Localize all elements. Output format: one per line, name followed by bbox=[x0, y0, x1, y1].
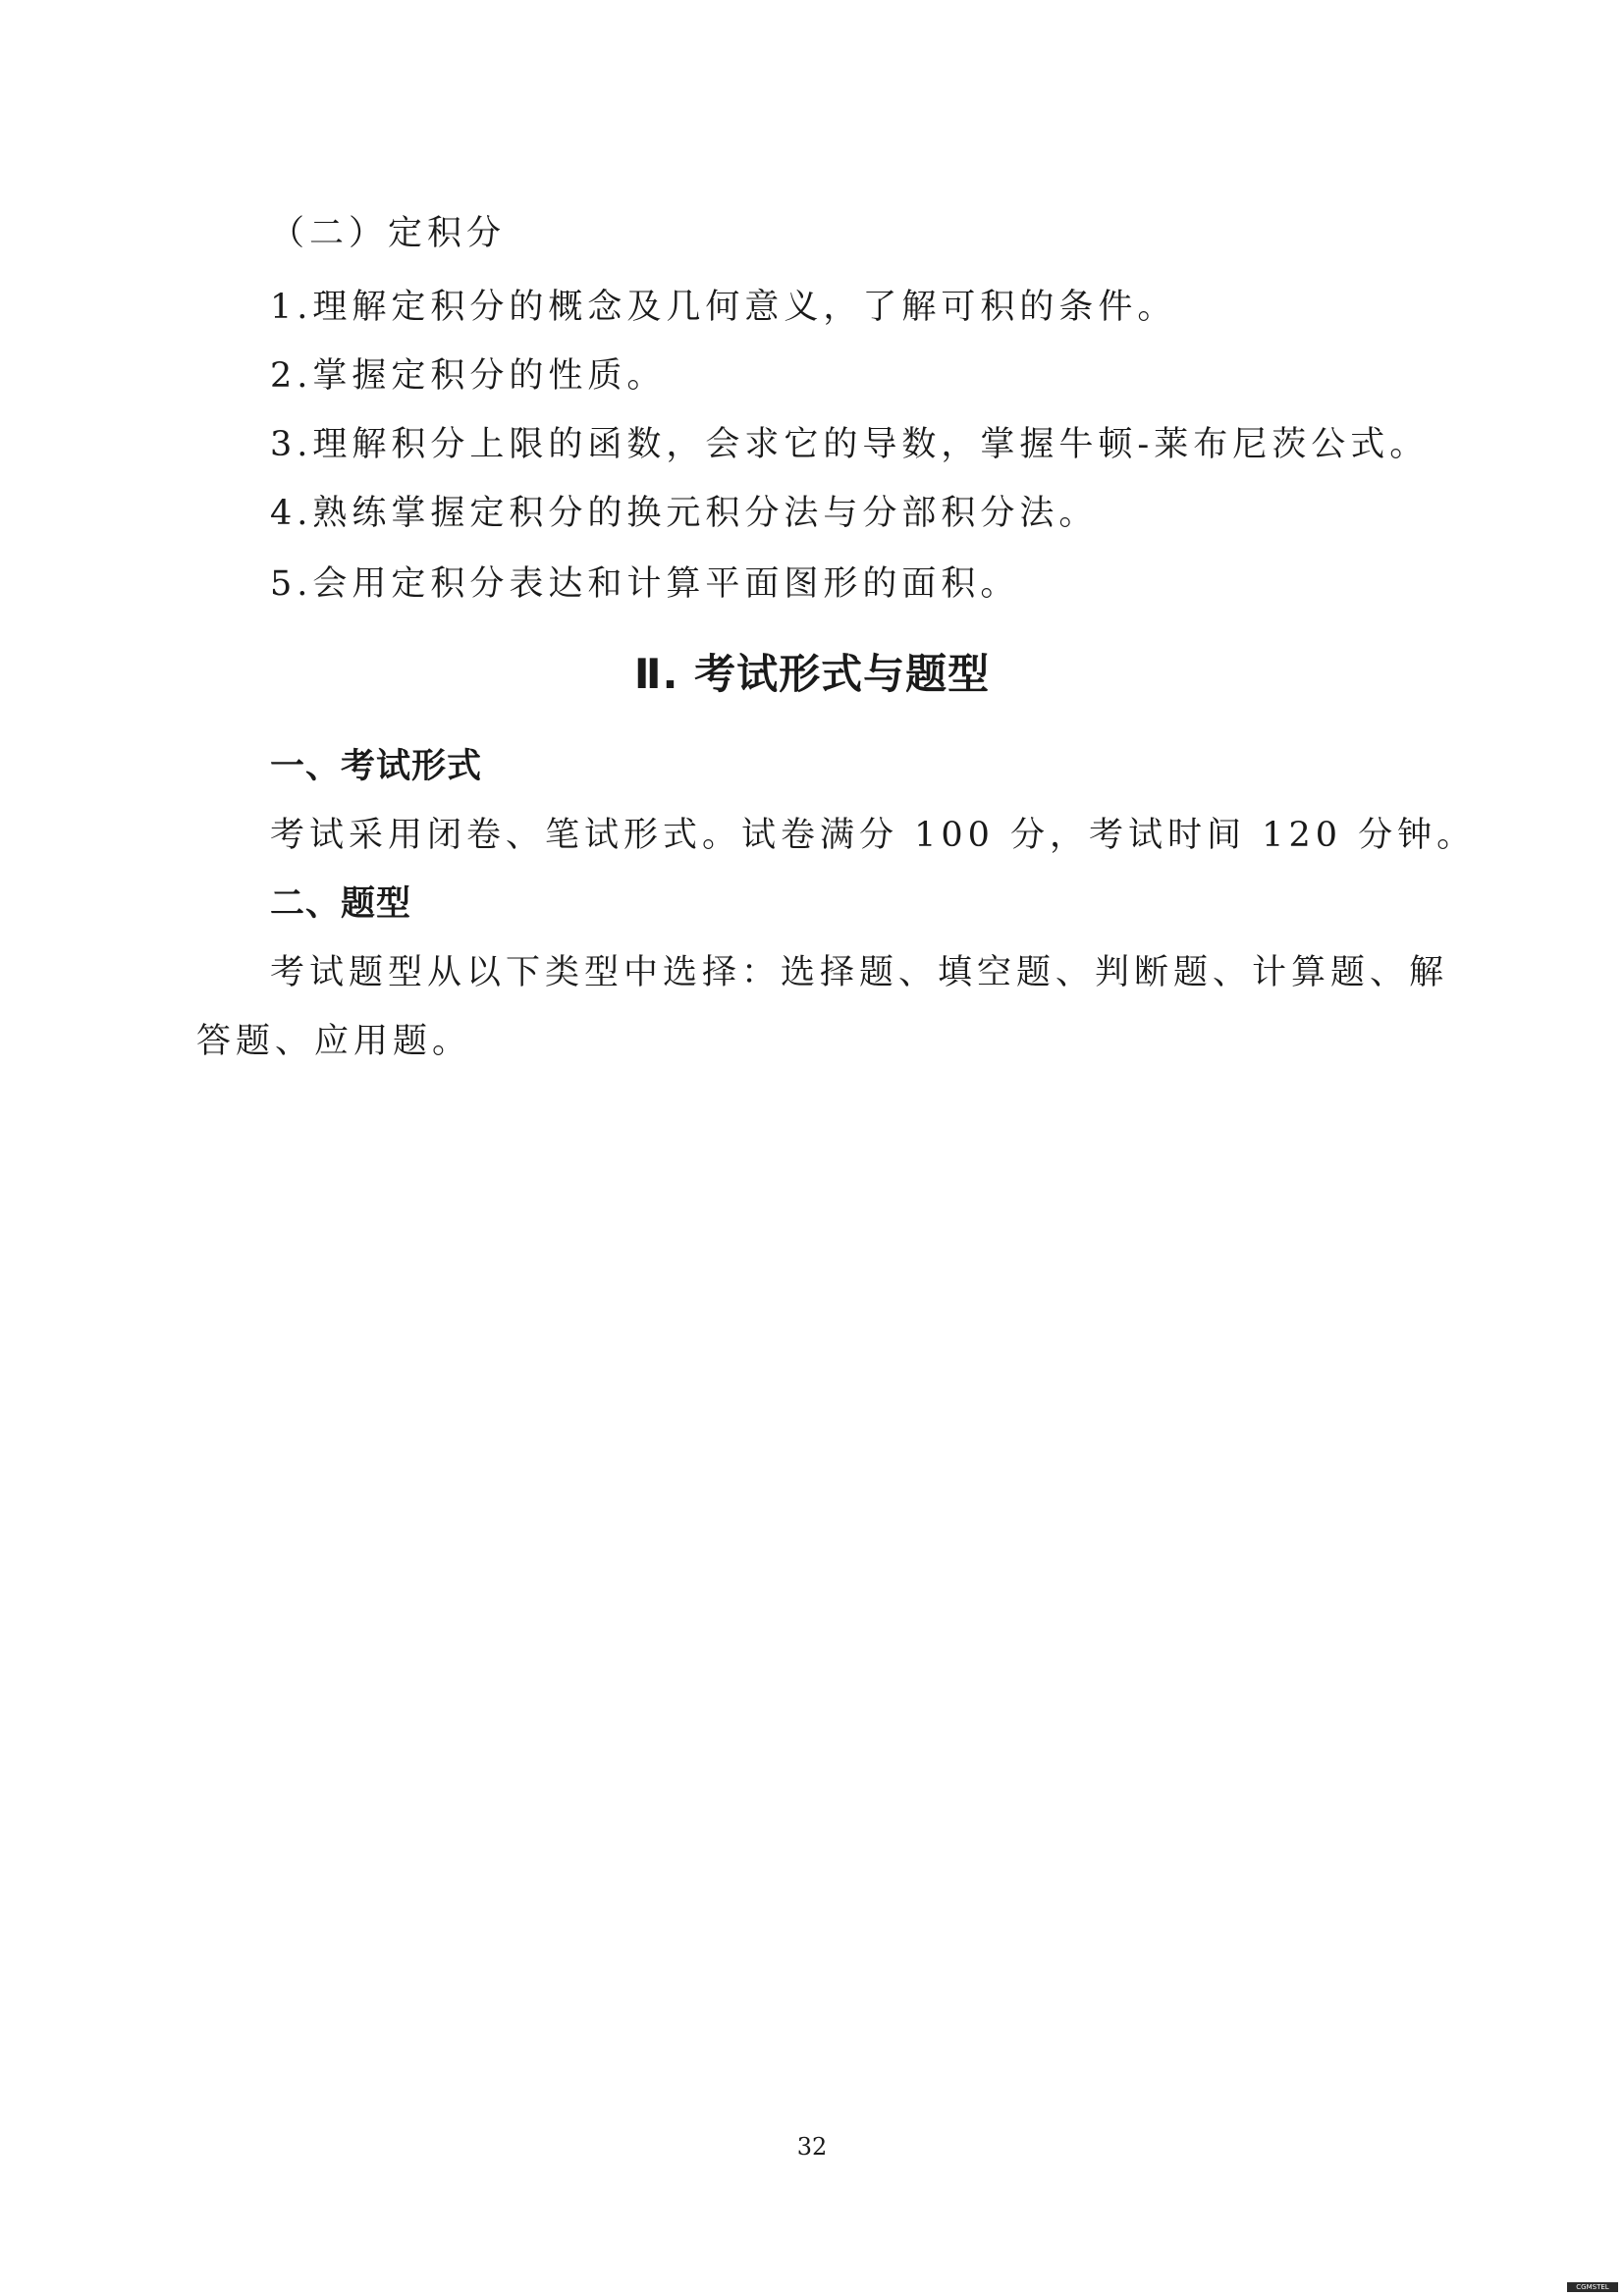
list-item-4: 4.熟练掌握定积分的换元积分法与分部积分法。 bbox=[270, 494, 1099, 533]
watermark-stamp: CGMSTEL bbox=[1567, 2282, 1618, 2292]
part-two-heading: 二、题型 bbox=[270, 884, 412, 924]
part-two-text-line2: 答题、应用题。 bbox=[196, 1022, 472, 1061]
list-item-3: 3.理解积分上限的函数，会求它的导数，掌握牛顿-莱布尼茨公式。 bbox=[270, 425, 1430, 464]
section-title: Ⅱ. 考试形式与题型 bbox=[633, 650, 991, 698]
part-one-text: 考试采用闭卷、笔试形式。试卷满分 100 分，考试时间 120 分钟。 bbox=[270, 816, 1477, 855]
part-one-heading: 一、考试形式 bbox=[270, 747, 483, 786]
page-number: 32 bbox=[796, 2133, 828, 2161]
list-item-2: 2.掌握定积分的性质。 bbox=[270, 356, 667, 396]
list-item-5: 5.会用定积分表达和计算平面图形的面积。 bbox=[270, 564, 1020, 604]
part-two-text-line1: 考试题型从以下类型中选择：选择题、填空题、判断题、计算题、解 bbox=[270, 953, 1449, 992]
list-item-1: 1.理解定积分的概念及几何意义，了解可积的条件。 bbox=[270, 288, 1177, 327]
subsection-heading: （二）定积分 bbox=[270, 214, 507, 253]
